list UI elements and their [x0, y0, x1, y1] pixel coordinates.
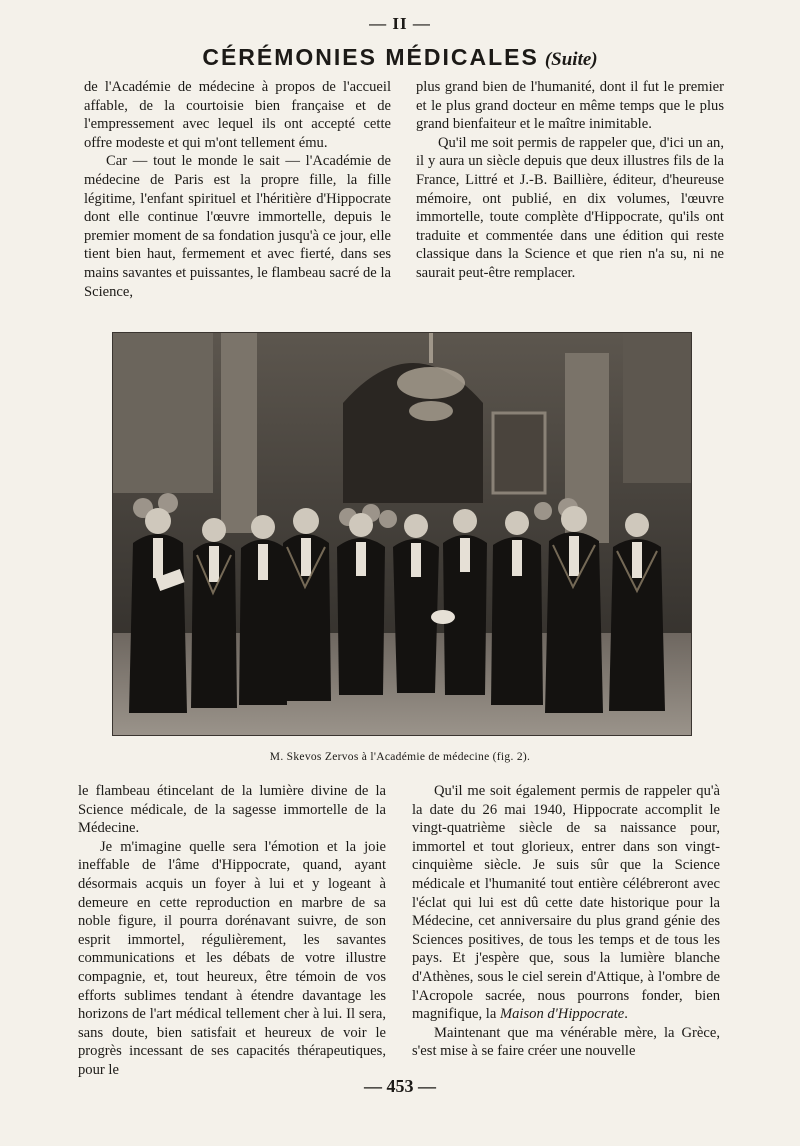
photograph-illustration [113, 333, 691, 735]
paragraph: Maintenant que ma vénérable mère, la Grèce, s'est mise à se faire créer une nouvelle [412, 1024, 720, 1060]
figure-caption: M. Skevos Zervos à l'Académie de médecine (fig. 2). [269, 751, 531, 763]
paragraph: le flambeau étincelant de la lumière divine de la Science médicale, de la sagesse immortelle de la Médecine. [78, 783, 386, 837]
paragraph [412, 782, 720, 1024]
column-top-right [416, 78, 724, 283]
maison-hippocrate-italic: Maison d'Hippocrate [499, 1006, 625, 1023]
paragraph: Je m'imagine quelle sera l'émotion et la joie ineffable de l'âme d'Hippocrate, quand, ayant désormais acquis un foyer à lui et y logeant à demeure en cette reproduction en marbre de sa noble figure, il pourra dorénavant suivre, de son esprit immortel, régulièrement, les savantes communications et les débats de votre illustre compagnie, et, tout heureux, être témoin de vos efforts sublimes tendant à étendre davantage les horizons de l'art médical tellement cher à lui. Il sera, sans doute, bien satisfait et heureux de voir le progrès incessant de ses capacités thérapeutiques, pour le [78, 838, 386, 1078]
paragraph: Car — tout le monde le sait — l'Académie de médecine de Paris est la propre fille, la fille légitime, l'enfant spirituel et l'héritière d'Hippocrate dont elle continue l'œuvre immortelle, depuis le premier moment de sa fondation jusqu'à ce jour, elle tient bien haut, fermement et avec fierté, dans ses mains savantes et puissantes, le flambeau sacré de la Science, [84, 153, 391, 300]
page-number-top: — II — [369, 14, 431, 33]
group-photograph [112, 332, 692, 736]
running-title-text: CÉRÉMONIES MÉDICALES [202, 44, 539, 70]
paragraph-text: Qu'il me soit également permis de rappeler qu'à la date du 26 mai 1940, Hippocrate accomplit le vingt-quatrième siècle de sa naissance pour, immortel et tout glorieux, entrer dans son vingt-cinquième siècle. Je suis sûr que la Science médicale et l'humanité tout entière célébreront avec l'éclat qui lui est dû cette date historique pour la Médecine, cet anniversaire du plus grand génie des Sciences positives, de tous les temps et de tous les pays. Et j'espère que, sous la lumière blanche d'Athènes, sous le ciel serein d'Attique, à l'ombre de l'Acropole sacrée, nous pourrons fonder, bien magnifique, la [412, 783, 720, 1023]
column-top-left [84, 78, 391, 301]
paragraph: Qu'il me soit permis de rappeler que, d'ici un an, il y aura un siècle depuis que deux illustres fils de la France, Littré et J.-B. Baillière, éditeur, d'heureuse mémoire, ont publié, en dix volumes, l'œuvre immortelle, toute complète d'Hippocrate, qu'ils ont traduite et commentée dans une édition qui reste classique dans la Science et que rien n'a su, ni ne saurait peut-être remplacer. [416, 134, 724, 281]
column-bottom-right [412, 782, 720, 1061]
paragraph: plus grand bien de l'humanité, dont il fut le premier et le plus grand docteur en même temps que le plus grand bienfaiteur et le maître inimitable. [416, 79, 724, 133]
paragraph: de l'Académie de médecine à propos de l'accueil affable, de la courtoisie bien française et de l'empressement avec lequel ils ont accepté cette offre modeste et qui m'ont tellement ému. [84, 79, 391, 151]
running-title-suite: (Suite) [544, 49, 598, 70]
paragraph-end: . [624, 1006, 628, 1023]
column-bottom-left [78, 782, 386, 1080]
running-title [0, 44, 800, 71]
page-number-bottom: — 453 — [364, 1076, 436, 1096]
